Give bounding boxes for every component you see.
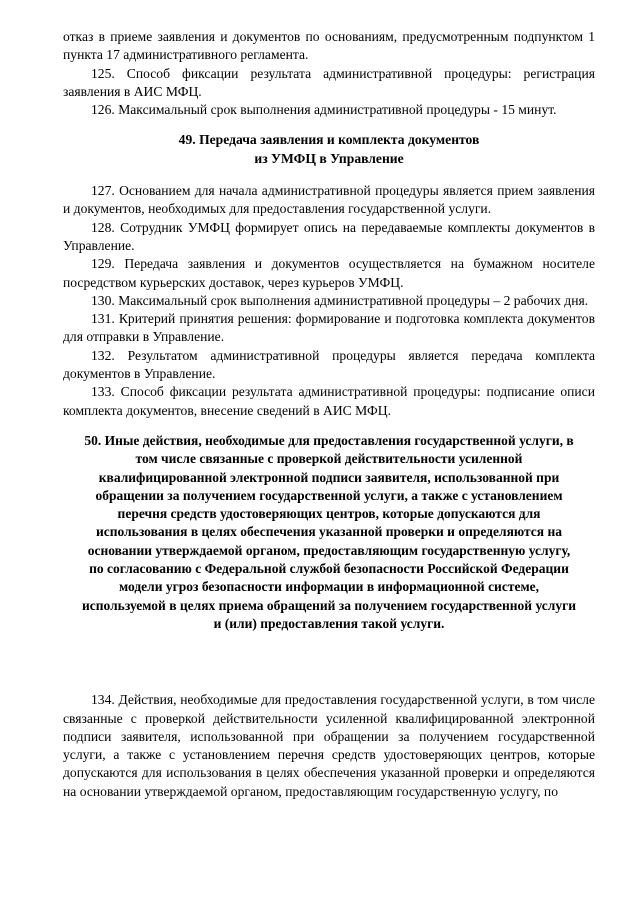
section-49-title-line2: из УМФЦ в Управление	[254, 150, 404, 166]
paragraph-continuation: отказ в приеме заявления и документов по основаниям, предусмотренным подпунктом 1 пункта 17 административного регламента.	[63, 29, 595, 63]
paragraph-128: 128. Сотрудник УМФЦ формирует опись на передаваемые комплекты документов в Управление.	[63, 219, 595, 253]
paragraph-130: 130. Максимальный срок выполнения административной процедуры – 2 рабочих дня.	[91, 292, 589, 308]
paragraph-129: 129. Передача заявления и документов осуществляется на бумажном носителе посредством курьерских доставок, через курьеров УМФЦ.	[63, 256, 595, 290]
paragraph-126: 126. Максимальный срок выполнения административной процедуры - 15 минут.	[91, 102, 557, 118]
paragraph-131: 131. Критерий принятия решения: формирование и подготовка комплекта документов для отправки в Управление.	[63, 311, 595, 345]
paragraph-134: 134. Действия, необходимые для предоставления государственной услуги, в том числе связанные с проверкой действительности усиленной квалифицированной электронной подписи заявителя, использованной при обращении за получением государственной услуги, а также с установлением перечня средств удостоверяющих центров, которые допускаются для использования в целях обеспечения указанной проверки и определяются на основании утверждаемой органом, предоставляющим государственную услугу, по	[63, 692, 595, 799]
section-50-title: 50. Иные действия, необходимые для предоставления государственной услуги, в том числе связанные с проверкой действительности усиленной квалифицированной электронной подписи заявителя, использованной при обращении за получением государственной услуги, а также с установлением перечня средств удостоверяющих центров, которые допускаются для использования в целях обеспечения указанной проверки и определяются на основании утверждаемой органом, предоставляющим государственную услугу, по согласованию с Федеральной службой безопасности Российской Федерации модели угроз безопасности информации в информационной системе, используемой в целях приема обращений за получением государственной услуги и (или) предоставления такой услуги.	[81, 432, 577, 631]
paragraph-132: 132. Результатом административной процедуры является передача комплекта документов в Управление.	[63, 347, 595, 382]
section-49-title-line1: 49. Передача заявления и комплекта документов	[178, 132, 480, 148]
paragraph-127: 127. Основанием для начала административной процедуры является прием заявления и документов, необходимых для предоставления государственной услуги.	[63, 183, 595, 217]
paragraph-133: 133. Способ фиксации результата административной процедуры: подписание описи комплекта документов, внесение сведений в АИС МФЦ.	[63, 384, 595, 418]
document-page	[63, 28, 595, 801]
paragraph-125: 125. Способ фиксации результата административной процедуры: регистрация заявления в АИС МФЦ.	[63, 65, 595, 99]
